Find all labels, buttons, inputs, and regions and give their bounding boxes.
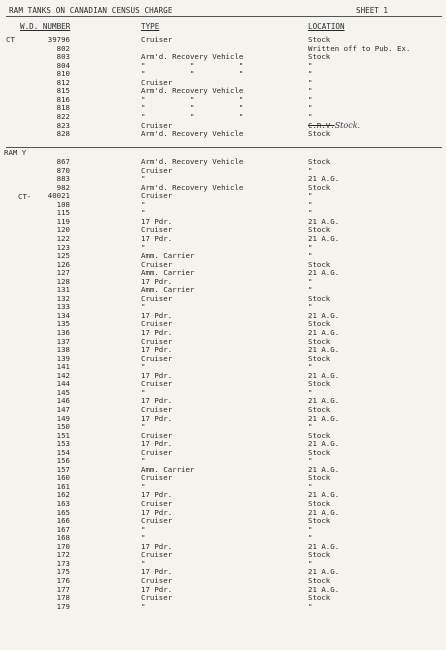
location-text: Stock xyxy=(308,35,331,44)
location-text: " xyxy=(308,558,313,568)
vehicle-type: " " " xyxy=(141,111,244,121)
wd-number: 165 xyxy=(56,507,70,517)
location-text: " xyxy=(308,208,313,218)
wd-number: 178 xyxy=(56,593,70,603)
location-text: " xyxy=(308,276,313,286)
wd-number: 131 xyxy=(56,285,70,295)
vehicle-type: Cruiser xyxy=(141,404,173,414)
wd-number: 123 xyxy=(56,242,70,252)
wd-number: 115 xyxy=(56,208,70,218)
wd-number: 170 xyxy=(56,541,70,551)
location-text: 21 A.G. xyxy=(308,268,340,278)
vehicle-type: Arm'd. Recovery Vehicle xyxy=(141,86,244,96)
wd-number: 175 xyxy=(56,567,70,577)
handwritten-correction: Stock. xyxy=(334,120,361,130)
vehicle-type: 17 Pdr. xyxy=(141,396,173,406)
vehicle-type: Cruiser xyxy=(141,225,173,235)
location-text: " xyxy=(308,103,313,113)
wd-number: 151 xyxy=(56,430,70,440)
vehicle-type: Cruiser xyxy=(141,516,173,526)
location-text: " xyxy=(308,165,313,175)
wd-number: 146 xyxy=(56,396,70,406)
location-text: Stock xyxy=(308,447,331,457)
wd-number: 982 xyxy=(56,182,70,192)
vehicle-type: " xyxy=(141,524,146,534)
wd-number: 160 xyxy=(56,473,70,483)
vehicle-type: Cruiser xyxy=(141,77,173,87)
location-text: 21 A.G. xyxy=(308,328,340,337)
vehicle-type: 17 Pdr. xyxy=(141,584,173,594)
vehicle-type: " xyxy=(141,302,146,312)
wd-number: 153 xyxy=(56,439,70,449)
wd-number: 815 xyxy=(56,86,70,96)
location-text: 21 A.G. xyxy=(308,174,340,184)
location-text: 21 A.G. xyxy=(308,507,340,517)
vehicle-type: " xyxy=(141,601,146,611)
vehicle-type: " xyxy=(141,242,146,252)
wd-number: 173 xyxy=(56,558,70,568)
location-text: 21 A.G. xyxy=(308,541,340,551)
vehicle-type: Amm. Carrier xyxy=(141,285,195,295)
wd-number: 132 xyxy=(56,293,70,303)
wd-number: 39796 xyxy=(47,35,70,44)
wd-number: 127 xyxy=(56,268,70,278)
vehicle-type: 17 Pdr. xyxy=(141,541,173,551)
vehicle-type: Cruiser xyxy=(141,293,173,303)
location-text: 21 A.G. xyxy=(308,567,340,577)
vehicle-type: " " " xyxy=(141,94,244,104)
wd-number: 145 xyxy=(56,387,70,397)
vehicle-type: Cruiser xyxy=(141,447,173,457)
location-text: " xyxy=(308,86,313,96)
location-text: Stock xyxy=(308,516,331,526)
location-text: " xyxy=(308,242,313,252)
location-text: 21 A.G. xyxy=(308,413,340,423)
vehicle-type: Cruiser xyxy=(141,259,173,269)
location-text: Stock xyxy=(308,336,331,346)
wd-number: 142 xyxy=(56,370,70,380)
wd-number: 136 xyxy=(56,328,70,337)
vehicle-type: Cruiser xyxy=(141,353,173,363)
wd-number: 163 xyxy=(56,499,70,508)
location-text: Stock xyxy=(308,182,331,192)
wd-number: 125 xyxy=(56,251,70,261)
location-text: " xyxy=(308,111,313,121)
location-text: Stock xyxy=(308,430,331,440)
location xyxy=(308,603,312,611)
vehicle-type: Cruiser xyxy=(141,35,173,44)
wd-number: 126 xyxy=(56,259,70,269)
location-text: Stock xyxy=(308,157,331,166)
wd-number: 40021 xyxy=(47,191,70,201)
wd-number: 867 xyxy=(56,157,70,166)
vehicle-type: " xyxy=(141,387,146,397)
location xyxy=(308,269,339,277)
header-rule xyxy=(6,16,442,17)
vehicle-type: " xyxy=(141,456,146,466)
location-text: 21 A.G. xyxy=(308,233,340,243)
wd-number: 161 xyxy=(56,481,70,491)
vehicle-type: " xyxy=(141,481,146,491)
location-text: " xyxy=(308,524,313,534)
vehicle-type: Cruiser xyxy=(141,191,173,201)
location-text: Stock xyxy=(308,499,331,508)
wd-number: 150 xyxy=(56,422,70,432)
location xyxy=(308,235,339,243)
location-text: 21 A.G. xyxy=(308,310,340,320)
wd-number: 823 xyxy=(56,120,70,130)
location-text: Stock xyxy=(308,404,331,414)
vehicle-type: 17 Pdr. xyxy=(141,413,173,423)
wd-number: 167 xyxy=(56,524,70,534)
wd-number: 147 xyxy=(56,404,70,414)
location-text: Stock xyxy=(308,550,331,560)
wd-number: 135 xyxy=(56,319,70,329)
wd-number: 134 xyxy=(56,310,70,320)
wd-number: 138 xyxy=(56,345,70,355)
vehicle-type: " xyxy=(141,174,146,184)
wd-number: 816 xyxy=(56,94,70,104)
vehicle-type: Cruiser xyxy=(141,430,173,440)
column-header-wd-number: W.D. NUMBER xyxy=(20,22,71,31)
vehicle-type: 17 Pdr. xyxy=(141,328,173,337)
vehicle-type: " xyxy=(141,422,146,432)
vehicle-type: 17 Pdr. xyxy=(141,370,173,380)
vehicle-type: 17 Pdr. xyxy=(141,233,173,243)
ct-prefix-40021: CT- xyxy=(18,192,32,202)
location-text: 21 A.G. xyxy=(308,216,340,226)
location-text: " xyxy=(308,302,313,312)
vehicle-type: Amm. Carrier xyxy=(141,251,195,261)
wd-number: 803 xyxy=(56,52,70,62)
wd-number: 883 xyxy=(56,174,70,184)
location-text: 21 A.G. xyxy=(308,439,340,449)
location-text: " xyxy=(308,422,313,432)
wd-number: 139 xyxy=(56,353,70,363)
location-text: " xyxy=(308,94,313,104)
location-text: 21 A.G. xyxy=(308,396,340,406)
location-text: Stock xyxy=(308,225,331,235)
section-rule xyxy=(6,147,442,148)
vehicle-type: 17 Pdr. xyxy=(141,507,173,517)
location-text: Stock xyxy=(308,319,331,329)
wd-number: 156 xyxy=(56,456,70,466)
location-text: " xyxy=(308,456,313,466)
wd-number: 162 xyxy=(56,490,70,500)
vehicle-type: " xyxy=(141,533,146,543)
vehicle-type: 17 Pdr. xyxy=(141,490,173,500)
wd-number: 802 xyxy=(56,43,70,53)
wd-number: 141 xyxy=(56,362,70,372)
wd-number: 822 xyxy=(56,111,70,121)
location-text: " xyxy=(308,481,313,491)
vehicle-type: 17 Pdr. xyxy=(141,439,173,449)
vehicle-type: Cruiser xyxy=(141,575,173,585)
vehicle-type: " " " xyxy=(141,69,244,79)
location-text: Stock xyxy=(308,259,331,269)
location-text: " xyxy=(308,533,313,543)
location-text: " xyxy=(308,199,313,209)
vehicle-type: Cruiser xyxy=(141,379,173,389)
location-text: 21 A.G. xyxy=(308,345,340,355)
wd-number: 804 xyxy=(56,60,70,70)
wd-number: 179 xyxy=(56,601,70,611)
location-text: " xyxy=(308,69,313,79)
location-text: " xyxy=(308,285,313,295)
wd-number: 812 xyxy=(56,77,70,87)
wd-number: 108 xyxy=(56,199,70,209)
wd-number: 172 xyxy=(56,550,70,560)
vehicle-type: " " " xyxy=(141,60,244,70)
vehicle-type: Arm'd. Recovery Vehicle xyxy=(141,129,244,139)
vehicle-type: Arm'd. Recovery Vehicle xyxy=(141,157,244,166)
vehicle-type: Cruiser xyxy=(141,120,173,130)
location-text: 21 A.G. xyxy=(308,464,340,474)
wd-number: 154 xyxy=(56,447,70,457)
location-text: 21 A.G. xyxy=(308,370,340,380)
wd-number: 166 xyxy=(56,516,70,526)
wd-number: 137 xyxy=(56,336,70,346)
wd-number: 149 xyxy=(56,413,70,423)
vehicle-type: 17 Pdr. xyxy=(141,567,173,577)
vehicle-type: Cruiser xyxy=(141,336,173,346)
document-title: RAM TANKS ON CANADIAN CENSUS CHARGE xyxy=(9,6,173,15)
wd-number: 176 xyxy=(56,575,70,585)
vehicle-type: Amm. Carrier xyxy=(141,268,195,278)
ct-prefix-top: CT xyxy=(6,35,15,44)
location-text: Stock xyxy=(308,575,331,585)
vehicle-type: 17 Pdr. xyxy=(141,345,173,355)
vehicle-type: " " " xyxy=(141,103,244,113)
location-text: C.R.V. xyxy=(308,120,335,130)
location xyxy=(308,415,339,423)
wd-number: 177 xyxy=(56,584,70,594)
wd-number: 870 xyxy=(56,165,70,175)
vehicle-type: " xyxy=(141,362,146,372)
location-text: Stock xyxy=(308,473,331,483)
vehicle-type: 17 Pdr. xyxy=(141,276,173,286)
vehicle-type: Cruiser xyxy=(141,319,173,329)
vehicle-type: 17 Pdr. xyxy=(141,310,173,320)
vehicle-type: Amm. Carrier xyxy=(141,464,195,474)
location xyxy=(308,130,330,138)
location-text: Stock xyxy=(308,293,331,303)
location-text: Stock xyxy=(308,353,331,363)
vehicle-type: Cruiser xyxy=(141,550,173,560)
vehicle-type: " xyxy=(141,558,146,568)
column-header-location: LOCATION xyxy=(308,22,345,31)
wd-number: 133 xyxy=(56,302,70,312)
wd-number: 810 xyxy=(56,69,70,79)
vehicle-type: Cruiser xyxy=(141,165,173,175)
vehicle-type: Cruiser xyxy=(141,593,173,603)
vehicle-type: Arm'd. Recovery Vehicle xyxy=(141,182,244,192)
location-text: " xyxy=(308,601,313,611)
location-text: " xyxy=(308,191,313,201)
wd-number: 144 xyxy=(56,379,70,389)
wd-number: 120 xyxy=(56,225,70,235)
vehicle-type: Arm'd. Recovery Vehicle xyxy=(141,52,244,62)
vehicle-type: Cruiser xyxy=(141,499,173,508)
location-text: 21 A.G. xyxy=(308,584,340,594)
wd-number: 157 xyxy=(56,464,70,474)
wd-number: 828 xyxy=(56,129,70,139)
location-text: Stock xyxy=(308,52,331,62)
wd-number: 119 xyxy=(56,216,70,226)
location-text: " xyxy=(308,60,313,70)
location-text: Written off to Pub. Ex. xyxy=(308,43,411,53)
location-text: " xyxy=(308,387,313,397)
location-text: " xyxy=(308,77,313,87)
vehicle-type: 17 Pdr. xyxy=(141,216,173,226)
column-header-type: TYPE xyxy=(141,22,160,31)
location-text: Stock xyxy=(308,593,331,603)
wd-number: 128 xyxy=(56,276,70,286)
vehicle-type: " xyxy=(141,199,146,209)
location-text: Stock xyxy=(308,379,331,389)
wd-number: 818 xyxy=(56,103,70,113)
section-label-ram-y: RAM Y xyxy=(4,148,27,157)
vehicle-type: Cruiser xyxy=(141,473,173,483)
vehicle-type: " xyxy=(141,208,146,218)
location-text: " xyxy=(308,362,313,372)
sheet-number: SHEET 1 xyxy=(356,6,389,15)
location-text: Stock xyxy=(308,129,331,139)
wd-number: 122 xyxy=(56,233,70,243)
location-text: " xyxy=(308,251,313,261)
wd-number: 168 xyxy=(56,533,70,543)
location-text: 21 A.G. xyxy=(308,490,340,500)
